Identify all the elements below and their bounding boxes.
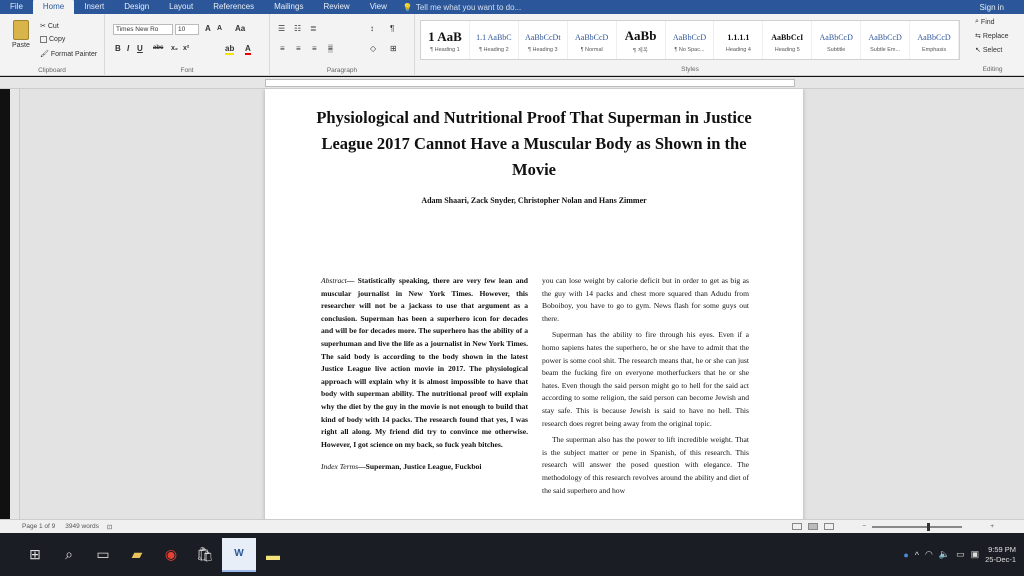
cut-label: Cut	[47, 22, 59, 30]
font-group-label: Font	[180, 67, 194, 74]
clock-time: 9:59 PM	[988, 544, 1016, 554]
style-item[interactable]	[812, 21, 861, 59]
ribbon	[0, 14, 1024, 76]
underline-button[interactable]: U	[137, 44, 143, 53]
font-size-select[interactable]: 10	[175, 24, 199, 35]
style-item[interactable]	[470, 21, 519, 59]
format-painter-button[interactable]	[40, 50, 97, 58]
borders-button[interactable]: ⊞	[390, 44, 397, 53]
font-color-button[interactable]: A	[245, 44, 251, 53]
paste-button[interactable]	[12, 20, 30, 49]
sticky-notes-icon[interactable]: ▬	[266, 546, 280, 563]
style-sample: AaBbCcD	[672, 32, 707, 42]
style-name: Heading 4	[725, 47, 751, 53]
index-terms-label: Index Terms	[321, 462, 359, 472]
style-sample: AaBbCcI	[771, 32, 804, 42]
sign-in-link[interactable]: Sign in	[979, 2, 1004, 12]
find-label: Find	[980, 18, 995, 26]
windows-start-icon[interactable]: ⊞	[29, 546, 41, 562]
horizontal-ruler[interactable]	[0, 77, 1024, 89]
align-right-button[interactable]: ≡	[312, 44, 317, 53]
style-name: ¶ Heading 2	[479, 47, 509, 53]
body-paragraph: The superman also has the power to lift incredible weight. That is the subject matter or pene in Spanish, of this research. This research will answer the posed question with elegance. The methodology of this research revolves around the ability and diet of the said superhero and how	[542, 435, 749, 495]
editing-group-label: Editing	[982, 66, 1003, 73]
shading-button[interactable]: ◇	[370, 44, 377, 53]
style-sample: AaBbCcD	[575, 32, 609, 42]
copy-icon	[40, 36, 47, 43]
tab-review[interactable]: Review	[323, 2, 350, 11]
style-item[interactable]	[861, 21, 910, 59]
zoom-in-button[interactable]: +	[990, 523, 994, 530]
styles-gallery	[420, 20, 960, 60]
style-item[interactable]	[910, 21, 959, 59]
replace-icon: ⇆	[975, 33, 981, 40]
style-sample: 1 AaB	[428, 29, 462, 44]
clipboard-group	[0, 14, 105, 76]
style-sample: AaBb	[624, 28, 657, 43]
page-count[interactable]: Page 1 of 9	[22, 523, 56, 530]
tell-me-text: Tell me what you want to do...	[415, 2, 522, 12]
tab-layout[interactable]: Layout	[169, 2, 194, 11]
zoom-slider[interactable]	[872, 526, 962, 528]
style-name: Subtitle	[827, 47, 846, 53]
bold-button[interactable]: B	[115, 44, 121, 53]
document-title: Physiological and Nutritional Proof That Superman in Justice League 2017 Cannot Have a Muscular Body as Shown in the Movie	[316, 108, 752, 179]
document-area[interactable]	[20, 89, 1024, 519]
paragraph-group-label: Paragraph	[326, 67, 358, 74]
clipboard-icon	[13, 20, 29, 40]
document-authors: Adam Shaari, Zack Snyder, Christopher Nolan and Hans Zimmer	[421, 196, 647, 205]
body-paragraph: Superman has the ability to fire through his eyes. Even if a homo sapiens hates the superhero, he or she have to admit that the power is some cool shit. The research means that, he or she can just beam the fucking fire on everyone motherfuckers that he or she hates. Even though the said person might go to hell for the said act according to some religion, the said person can become Jewish and stay safe. This is because Jewish is said to have no hell. This research does regret being away from the original topic.	[542, 330, 749, 428]
show-marks-button[interactable]: ¶	[390, 24, 395, 33]
style-sample: 1.1.1.1	[727, 32, 750, 42]
select-button[interactable]	[975, 46, 1002, 54]
cursor-icon: ↖	[975, 47, 981, 54]
taskbar	[0, 533, 1024, 576]
lightbulb-icon: 💡	[402, 2, 413, 12]
style-item[interactable]	[666, 21, 715, 59]
chevron-up-icon[interactable]: ^	[914, 549, 920, 560]
print-layout-button[interactable]	[808, 523, 818, 530]
word-count[interactable]: 3949 words	[65, 523, 99, 530]
style-name: ¶ 제목	[633, 48, 649, 54]
proofing-icon[interactable]: ⊡	[106, 523, 113, 531]
tab-view[interactable]: View	[369, 2, 387, 11]
style-item[interactable]	[617, 21, 666, 59]
replace-label: Replace	[982, 32, 1009, 40]
replace-button[interactable]	[975, 32, 1009, 40]
task-view-icon[interactable]: ▭	[96, 546, 110, 562]
network-icon[interactable]: ◠	[925, 549, 933, 559]
system-tray	[903, 545, 1024, 565]
style-name: Subtle Em...	[870, 47, 901, 53]
tab-home[interactable]: Home	[33, 0, 74, 14]
style-item[interactable]	[714, 21, 763, 59]
subscript-button[interactable]: x₂	[171, 45, 179, 52]
store-icon[interactable]: 🛍	[196, 546, 214, 562]
format-painter-label: Format Painter	[50, 50, 98, 58]
clipboard-group-label: Clipboard	[38, 67, 66, 74]
copy-button[interactable]	[40, 36, 65, 43]
vertical-ruler[interactable]	[10, 89, 20, 519]
bullets-button[interactable]: ☰	[278, 24, 286, 33]
style-sample: AaBbCcD	[917, 32, 951, 42]
sort-button[interactable]: ↕	[370, 24, 374, 33]
copy-label: Copy	[49, 36, 66, 43]
view-controls	[792, 523, 1024, 530]
word-icon[interactable]: W	[222, 538, 256, 572]
ruler-text-area	[265, 79, 795, 87]
style-sample: 1.1 AaBbC	[476, 32, 512, 42]
style-name: Emphasis	[921, 47, 947, 53]
zoom-thumb[interactable]	[927, 523, 930, 531]
style-item[interactable]	[421, 21, 470, 59]
zoom-out-button[interactable]: −	[862, 523, 867, 530]
style-name: ¶ Heading 1	[430, 47, 460, 53]
change-case-button[interactable]: Aa	[235, 24, 246, 33]
index-terms-paragraph	[321, 461, 528, 474]
battery-icon[interactable]: ▭	[956, 549, 965, 559]
superscript-button[interactable]: x²	[183, 45, 190, 52]
font-family-select[interactable]: Times New Ro	[113, 24, 173, 35]
tab-file[interactable]: File	[10, 2, 23, 11]
cut-button[interactable]	[40, 22, 59, 30]
search-icon[interactable]: ⌕	[65, 546, 73, 562]
style-name: ¶ Heading 3	[527, 47, 558, 53]
status-bar	[0, 519, 1024, 533]
grow-font-button[interactable]: A	[205, 24, 211, 33]
strikethrough-button[interactable]: abc	[153, 45, 164, 51]
shrink-font-button[interactable]: A	[217, 25, 223, 32]
volume-icon[interactable]: 🔈	[938, 549, 951, 559]
app-tray-icon[interactable]: ●	[903, 549, 909, 560]
find-button[interactable]	[975, 18, 995, 26]
style-name: ¶ Normal	[580, 47, 603, 53]
body-paragraph: you can lose weight by calorie deficit but in order to get as big as the guy with 14 packs and chest more squared than Adudu from Boboiboy, you have to go to gym. News flash for some guys out there.	[542, 276, 749, 323]
tab-insert[interactable]: Insert	[84, 2, 105, 11]
select-label: Select	[982, 46, 1003, 54]
scissors-icon: ✂	[40, 23, 46, 30]
search-icon: ⌕	[975, 18, 979, 25]
tell-me-box[interactable]	[403, 3, 521, 12]
italic-button[interactable]: I	[127, 44, 130, 53]
tab-design[interactable]: Design	[124, 2, 150, 11]
highlight-button[interactable]: ab	[225, 44, 235, 53]
abstract-text: — Statistically speaking, there are very few lean and muscular journalist in New York Times. However, this researcher will not be a jackass to use that argument as a conclusion. Superman has been a superhero icon for decades and will be for decades more. The superhero has the ability of a superhuman and live the life as a journalist in New York Times. The said body is according to the body shown in the latest Justice League live action movie in 2017. The physiological approach will explain why it is almost impossible to have that body with superman ability. The nutritional proof will explain why the diet by the guy in the movie is not enough to build that kind of body with 14 packs. The research found that yes, I was right all along. My friend did try to convince me otherwise. However, I got science on my back, so fuck yeah bitches.	[321, 276, 528, 449]
align-center-button[interactable]: ≡	[296, 44, 301, 53]
document-page[interactable]	[265, 89, 803, 519]
abstract-label: Abstract	[321, 276, 347, 285]
clock-date: 25-Dec-1	[985, 554, 1016, 564]
style-sample: AaBbCcD	[868, 32, 902, 42]
justify-button[interactable]: ≡	[328, 44, 333, 53]
style-name: Heading 5	[774, 47, 800, 53]
paste-label: Paste	[12, 42, 30, 49]
style-name: ¶ No Spac...	[674, 47, 705, 53]
tab-references[interactable]: References	[213, 2, 255, 11]
abstract-paragraph	[321, 275, 528, 451]
web-layout-button[interactable]	[824, 523, 834, 530]
paintbrush-icon: 🖌	[40, 51, 49, 58]
right-column	[542, 275, 749, 497]
left-column	[321, 275, 528, 474]
style-item[interactable]	[763, 21, 812, 59]
action-center-icon[interactable]: ▣	[970, 549, 980, 559]
multilevel-list-button[interactable]: ≣	[310, 24, 317, 33]
index-terms-text: —Superman, Justice League, Fuckboi	[358, 462, 482, 472]
style-item[interactable]	[519, 21, 568, 59]
styles-group-label: Styles	[681, 66, 699, 73]
read-mode-button[interactable]	[792, 523, 802, 530]
chrome-icon[interactable]: ◉	[164, 546, 178, 562]
style-sample: AaBbCcD	[819, 32, 853, 42]
paragraph-group	[270, 14, 415, 76]
file-explorer-icon[interactable]: ▰	[131, 546, 143, 562]
clock[interactable]	[985, 545, 1020, 565]
font-group	[105, 14, 270, 76]
ribbon-tab-bar	[0, 0, 1024, 14]
style-item[interactable]	[568, 21, 617, 59]
numbering-button[interactable]: ☷	[294, 24, 302, 33]
style-sample: AaBbCcDt	[524, 32, 561, 42]
align-left-button[interactable]: ≡	[280, 44, 285, 53]
tab-mailings[interactable]: Mailings	[274, 2, 304, 11]
